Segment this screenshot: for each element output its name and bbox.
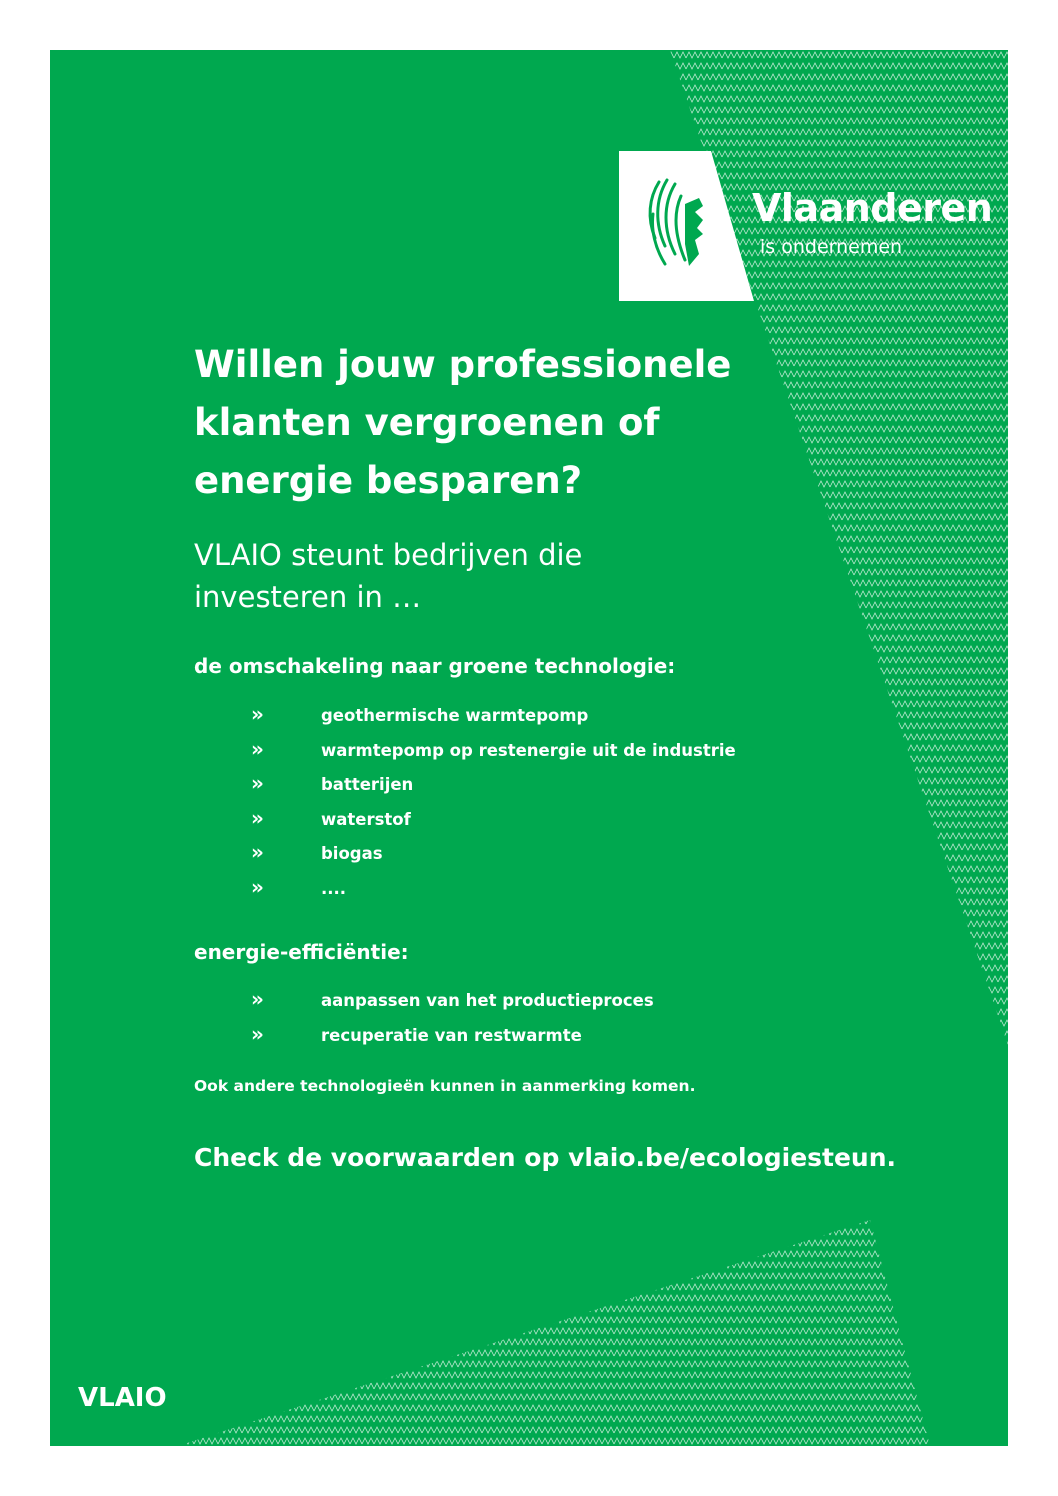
call-to-action: Check de voorwaarden op vlaio.be/ecologiesteun.: [194, 1143, 897, 1172]
intro-text: VLAIO steunt bedrijven die investeren in …: [194, 538, 583, 614]
bullet-chevron-icon: »: [251, 874, 264, 899]
section-title-energy-efficiency: energie-efficiëntie:: [194, 940, 409, 964]
poster: Vlaanderen is ondernemen Willen jouw professionele klanten vergroenen of energie besparen? VLAIO steunt bedrijven die investeren in … de omschakeling naar groene technologie: » geothermische warmtepomp » warmtepomp op restenergie uit de industrie » batterijen » waterstof » biogas » .... energie-efficiëntie: » aanpassen van het productieproces » recuperatie van restwarmte Ook andere technologieën kunnen in aanmerking komen. Check de voorwaarden op vlaio.be/ecologiesteun. VLAIO: [50, 50, 1008, 1446]
bullet-chevron-icon: »: [251, 771, 264, 796]
note-text: Ook andere technologieën kunnen in aanmerking komen.: [194, 1077, 696, 1095]
brand-wordmark: VLAIO: [78, 1383, 167, 1413]
bullet-chevron-icon: »: [251, 987, 264, 1011]
section-title-green-tech: de omschakeling naar groene technologie:: [194, 654, 676, 678]
headline: Willen jouw professionele klanten vergroenen of energie besparen?: [194, 343, 732, 502]
bullet-chevron-icon: »: [251, 840, 264, 865]
bullet-chevron-icon: »: [251, 805, 264, 830]
logo-title: Vlaanderen: [752, 186, 993, 230]
logo-subtitle: is ondernemen: [760, 236, 903, 258]
bullet-chevron-icon: »: [251, 1021, 264, 1046]
bullet-chevron-icon: »: [251, 702, 264, 726]
flemish-lion-icon: [641, 174, 711, 274]
bullet-chevron-icon: »: [251, 736, 264, 761]
